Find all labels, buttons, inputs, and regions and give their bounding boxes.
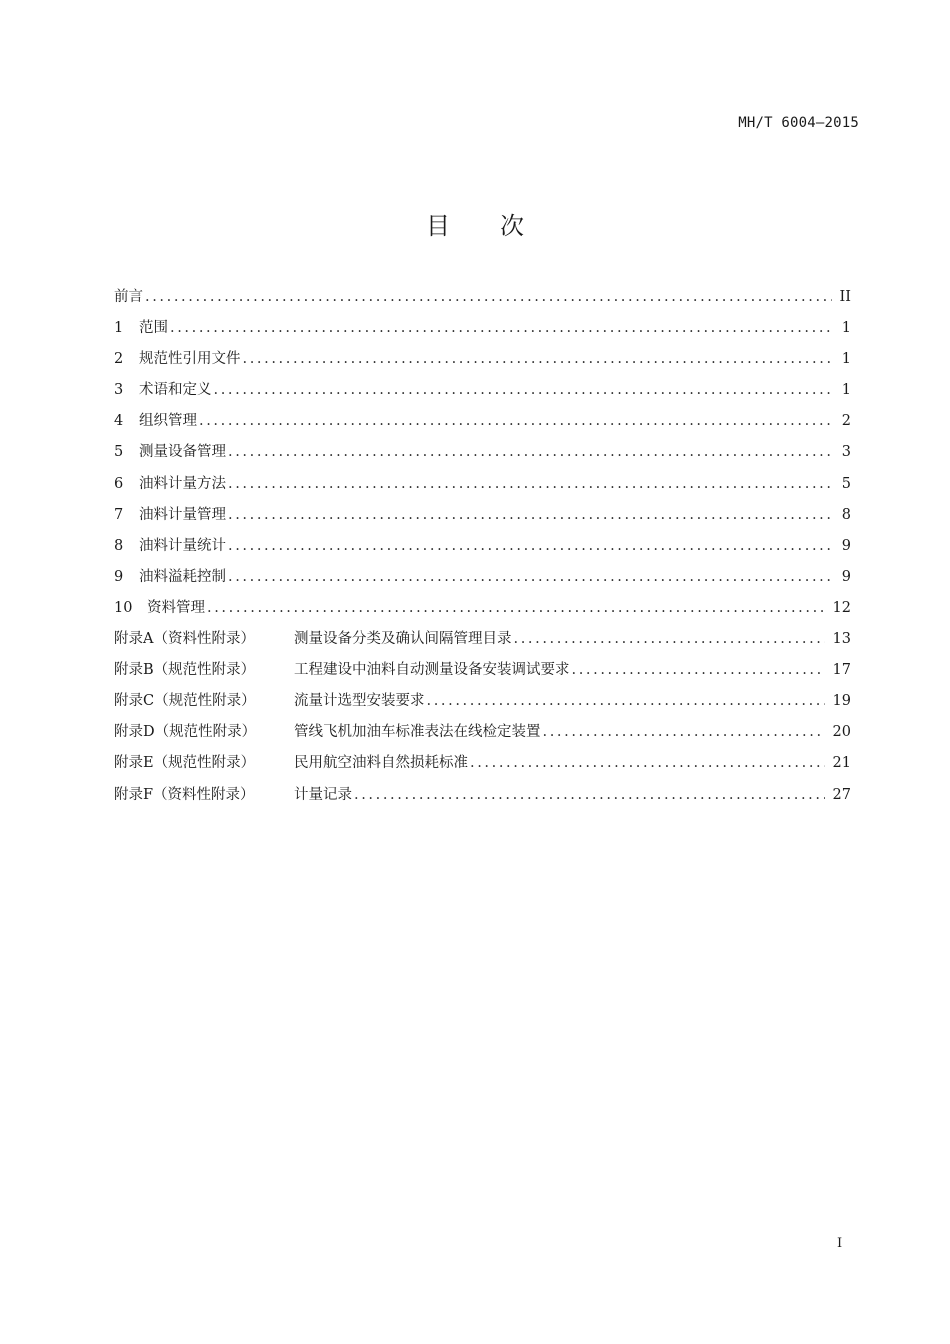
toc-entry-page: 20	[832, 724, 851, 741]
toc-entry-number: 10	[114, 599, 133, 616]
dot-leader	[145, 289, 832, 305]
toc-appendix-f[interactable]	[114, 783, 851, 814]
appendix-label: 附录C（规范性附录）	[114, 693, 256, 710]
toc-entry-page: 21	[832, 755, 851, 772]
toc-entry-page: 13	[832, 631, 851, 648]
toc-entry-page: 1	[841, 382, 851, 399]
toc-entry-number: 8	[114, 537, 124, 554]
toc-entry-number: 2	[114, 351, 124, 368]
toc-entry-4[interactable]	[114, 409, 851, 440]
dot-leader	[228, 569, 834, 585]
toc-entry-page: 17	[832, 662, 851, 679]
toc-entry-3[interactable]	[114, 378, 851, 409]
toc-appendix-a[interactable]	[114, 627, 851, 658]
appendix-label: 附录E（规范性附录）	[114, 755, 256, 772]
dot-leader	[243, 351, 834, 367]
dot-leader	[470, 755, 825, 771]
appendix-label: 附录F（资料性附录）	[114, 786, 255, 803]
standard-code: MH/T 6004—2015	[738, 115, 859, 131]
dot-leader	[170, 320, 834, 336]
dot-leader	[228, 444, 834, 460]
toc-entry-9[interactable]	[114, 565, 851, 596]
page-number: I	[837, 1236, 843, 1251]
toc-entry-8[interactable]	[114, 534, 851, 565]
toc-appendix-e[interactable]	[114, 751, 851, 782]
toc-entry-title: 油料计量统计	[139, 537, 226, 554]
toc-entry-page: 9	[841, 568, 851, 585]
toc-entry-title: 油料计量方法	[139, 475, 226, 492]
toc-entry-page: 27	[832, 786, 851, 803]
appendix-title: 流量计选型安装要求	[294, 693, 425, 710]
toc-entry-page: 1	[841, 351, 851, 368]
dot-leader	[543, 724, 825, 740]
dot-leader	[207, 600, 825, 616]
toc-entry-title: 油料溢耗控制	[139, 568, 226, 585]
toc-entry-page: 9	[841, 537, 851, 554]
toc-entry-number: 4	[114, 413, 124, 430]
appendix-title: 管线飞机加油车标准表法在线检定装置	[294, 724, 541, 741]
toc-entry-page: 1	[841, 320, 851, 337]
toc-entry-1[interactable]	[114, 316, 851, 347]
toc-entry-title: 油料计量管理	[139, 506, 226, 523]
dot-leader	[354, 787, 825, 803]
toc-entry-title: 规范性引用文件	[139, 351, 241, 368]
page-title: 目次	[426, 212, 574, 240]
toc-entry-number: 7	[114, 506, 124, 523]
toc-entry-title: 前言	[114, 289, 143, 305]
toc-entry-page: II	[839, 289, 851, 305]
toc-entry-number: 3	[114, 382, 124, 399]
toc-entry-title: 范围	[139, 320, 168, 337]
toc-entry-page: 5	[841, 475, 851, 492]
dot-leader	[228, 476, 834, 492]
toc-entry-title: 组织管理	[139, 413, 197, 430]
toc-entry-7[interactable]	[114, 503, 851, 534]
appendix-label: 附录A（资料性附录）	[114, 631, 255, 648]
appendix-title: 测量设备分类及确认间隔管理目录	[294, 631, 512, 648]
appendix-title: 计量记录	[294, 786, 352, 803]
dot-leader	[199, 413, 834, 429]
toc-appendix-b[interactable]	[114, 658, 851, 689]
toc-entry-page: 3	[841, 444, 851, 461]
toc-entry-number: 6	[114, 475, 124, 492]
toc-entry-page: 2	[841, 413, 851, 430]
toc-entry-page: 12	[832, 599, 851, 616]
toc-appendix-d[interactable]	[114, 720, 851, 751]
toc-appendix-c[interactable]	[114, 689, 851, 720]
dot-leader	[214, 382, 834, 398]
appendix-label: 附录D（规范性附录）	[114, 724, 257, 741]
toc-entry-title: 测量设备管理	[139, 444, 226, 461]
dot-leader	[514, 631, 825, 647]
toc-entry-title: 资料管理	[147, 599, 205, 616]
table-of-contents	[114, 285, 851, 814]
toc-entry-6[interactable]	[114, 472, 851, 503]
toc-entry-page: 8	[841, 506, 851, 523]
toc-entry-5[interactable]	[114, 440, 851, 471]
toc-entry-title: 术语和定义	[139, 382, 212, 399]
toc-entry-foreword[interactable]	[114, 285, 851, 316]
appendix-label: 附录B（规范性附录）	[114, 662, 256, 679]
toc-entry-number: 9	[114, 568, 124, 585]
toc-entry-number: 5	[114, 444, 124, 461]
dot-leader	[228, 507, 834, 523]
toc-entry-number: 1	[114, 320, 124, 337]
appendix-title: 工程建设中油料自动测量设备安装调试要求	[294, 662, 570, 679]
dot-leader	[572, 662, 825, 678]
toc-entry-2[interactable]	[114, 347, 851, 378]
toc-entry-10[interactable]	[114, 596, 851, 627]
dot-leader	[427, 693, 825, 709]
toc-entry-page: 19	[832, 693, 851, 710]
appendix-title: 民用航空油料自然损耗标准	[294, 755, 468, 772]
dot-leader	[228, 538, 834, 554]
